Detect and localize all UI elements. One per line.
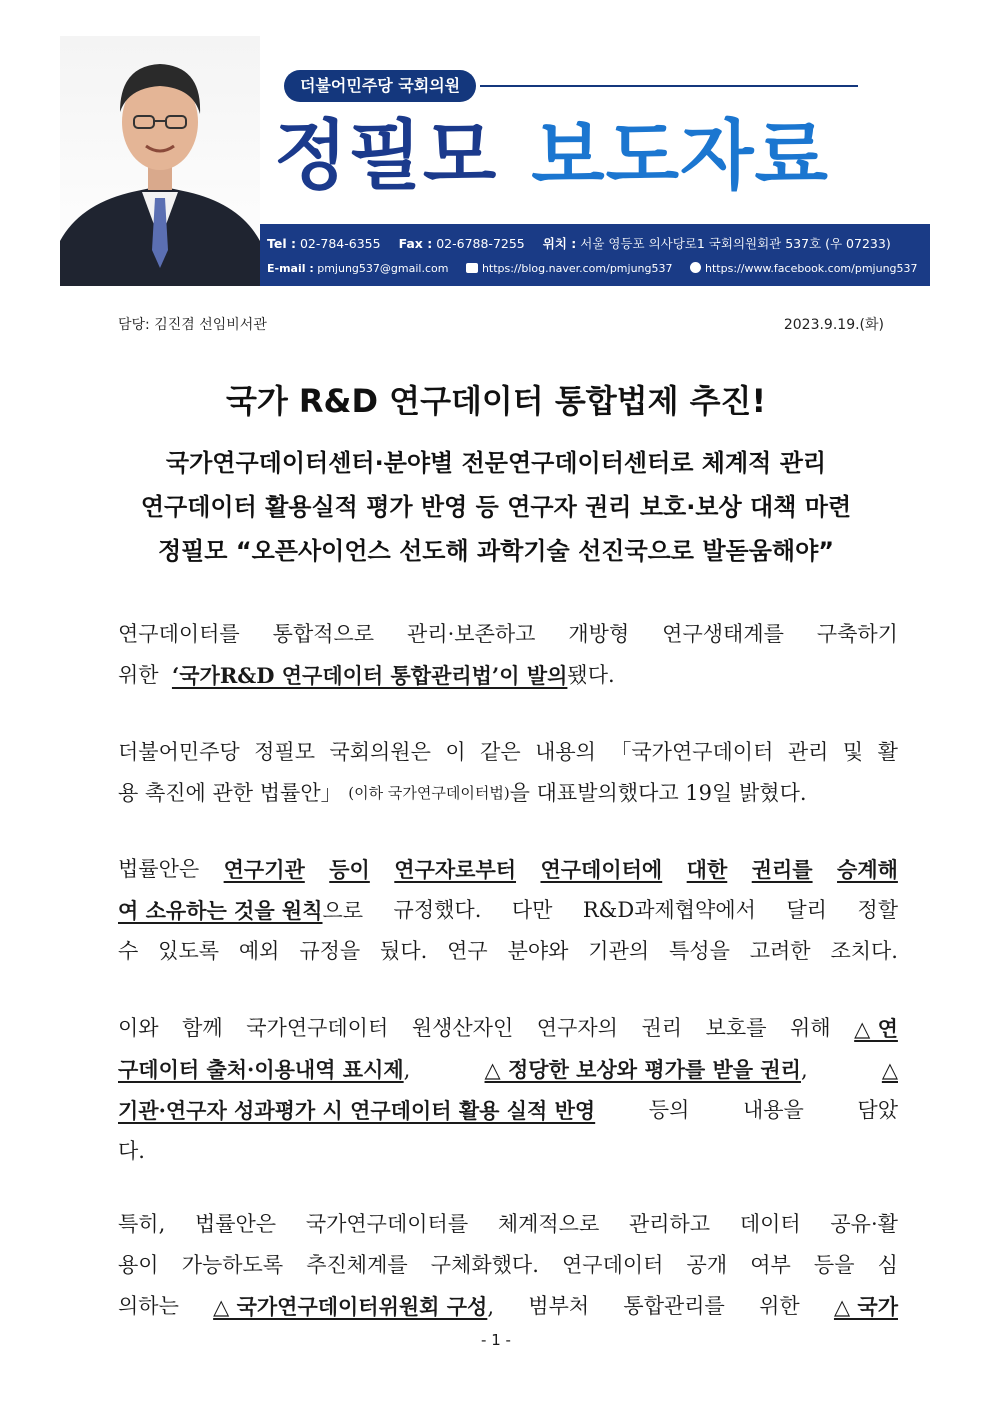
paragraph-line: 다. — [118, 1139, 145, 1163]
email-label: E-mail : — [267, 262, 314, 275]
contact-person: 담당: 김진겸 선임비서관 — [118, 317, 267, 333]
paragraph-line: 여 소유하는 것을 원칙으로 규정했다. 다만 R&D과제협약에서 달리 정할 — [118, 898, 898, 923]
contact-row-1 — [267, 238, 905, 251]
party-badge: 더불어민주당 국회의원 — [284, 70, 476, 102]
contact-bar — [260, 224, 930, 286]
headline: 국가 R&D 연구데이터 통합법제 추진! — [225, 382, 767, 420]
paragraph-line: 연구데이터를 통합적으로 관리·보존하고 개방형 연구생태계를 구축하기 — [118, 622, 898, 646]
paragraph-line: 특히, 법률안은 국가연구데이터를 체계적으로 관리하고 데이터 공유·활 — [118, 1212, 898, 1236]
paragraph-5 — [118, 1204, 898, 1327]
paragraph-line: 수 있도록 예외 규정을 뒀다. 연구 분야와 기관의 특성을 고려한 조치다. — [118, 939, 898, 963]
paragraph-line: 기관·연구자 성과평가 시 연구데이터 활용 실적 반영 등의 내용을 담았 — [118, 1098, 898, 1123]
subheadline-1: 국가연구데이터센터·분야별 전문연구데이터센터로 체계적 관리 — [165, 449, 827, 477]
bill-name-emphasis: ‘국가R&D 연구데이터 통합관리법’이 발의 — [171, 663, 568, 688]
facebook-link[interactable]: https://www.facebook.com/pmjung537 — [705, 262, 918, 275]
page-number: - 1 - — [481, 1331, 511, 1349]
chat-icon — [466, 263, 478, 273]
legislator-portrait — [60, 36, 260, 286]
paragraph-1 — [118, 614, 898, 696]
press-banner — [60, 36, 930, 286]
release-date: 2023.9.19.(화) — [783, 317, 884, 333]
paragraph-line: 구데이터 출처·이용내역 표시제, △ 정당한 보상와 평가를 받을 권리, △ — [118, 1057, 898, 1082]
header-rule — [480, 85, 858, 87]
paragraph-line: 용 촉진에 관한 법률안」 (이하 국가연구데이터법) 을 대표발의했다고 19일 밝혔다. — [118, 781, 807, 805]
press-release-title — [274, 108, 829, 204]
paragraph-line: 법률안은 연구기관 등이 연구자로부터 연구데이터에 대한 권리를 승계해 — [118, 857, 898, 882]
paragraph-line: 위한 ‘국가R&D 연구데이터 통합관리법’이 발의 됐다. — [118, 655, 898, 696]
location-label: 위치 : — [542, 236, 577, 251]
fax-label: Fax : — [398, 236, 433, 251]
press-release-label: 보도자료 — [531, 111, 829, 200]
paragraph-line: 용이 가능하도록 추진체계를 구체화했다. 연구데이터 공개 여부 등을 심 — [118, 1253, 898, 1277]
blog-link[interactable]: https://blog.naver.com/pmjung537 — [481, 262, 673, 275]
fax-value: 02-6788-7255 — [436, 236, 525, 251]
contact-row-2 — [267, 262, 918, 274]
portrait-illustration — [60, 36, 260, 286]
paragraph-line: 이와 함께 국가연구데이터 원생산자인 연구자의 권리 보호를 위해 △ 연 — [118, 1016, 898, 1041]
email-value[interactable]: pmjung537@gmail.com — [317, 262, 449, 275]
paragraph-4 — [118, 1008, 898, 1172]
paragraph-2 — [118, 732, 898, 814]
tel-value: 02-784-6355 — [299, 236, 381, 251]
paragraph-line: 더불어민주당 정필모 국회의원은 이 같은 내용의 「국가연구데이터 관리 및 활 — [118, 740, 898, 764]
legislator-name: 정필모 — [274, 111, 498, 200]
paragraph-line: 의하는 △ 국가연구데이터위원회 구성, 범부처 통합관리를 위한 △ 국가 — [118, 1294, 898, 1319]
paragraph-3 — [118, 849, 898, 972]
location-value: 서울 영등포 의사당로1 국회의원회관 537호 (우 07233) — [580, 236, 891, 251]
tel-label: Tel : — [267, 236, 296, 251]
subheadline-2: 연구데이터 활용실적 평가 반영 등 연구자 권리 보호·보상 대책 마련 — [140, 493, 852, 521]
facebook-icon — [690, 262, 701, 273]
subheadline-3: 정필모 “오픈사이언스 선도해 과학기술 선진국으로 발돋움해야” — [157, 537, 835, 565]
